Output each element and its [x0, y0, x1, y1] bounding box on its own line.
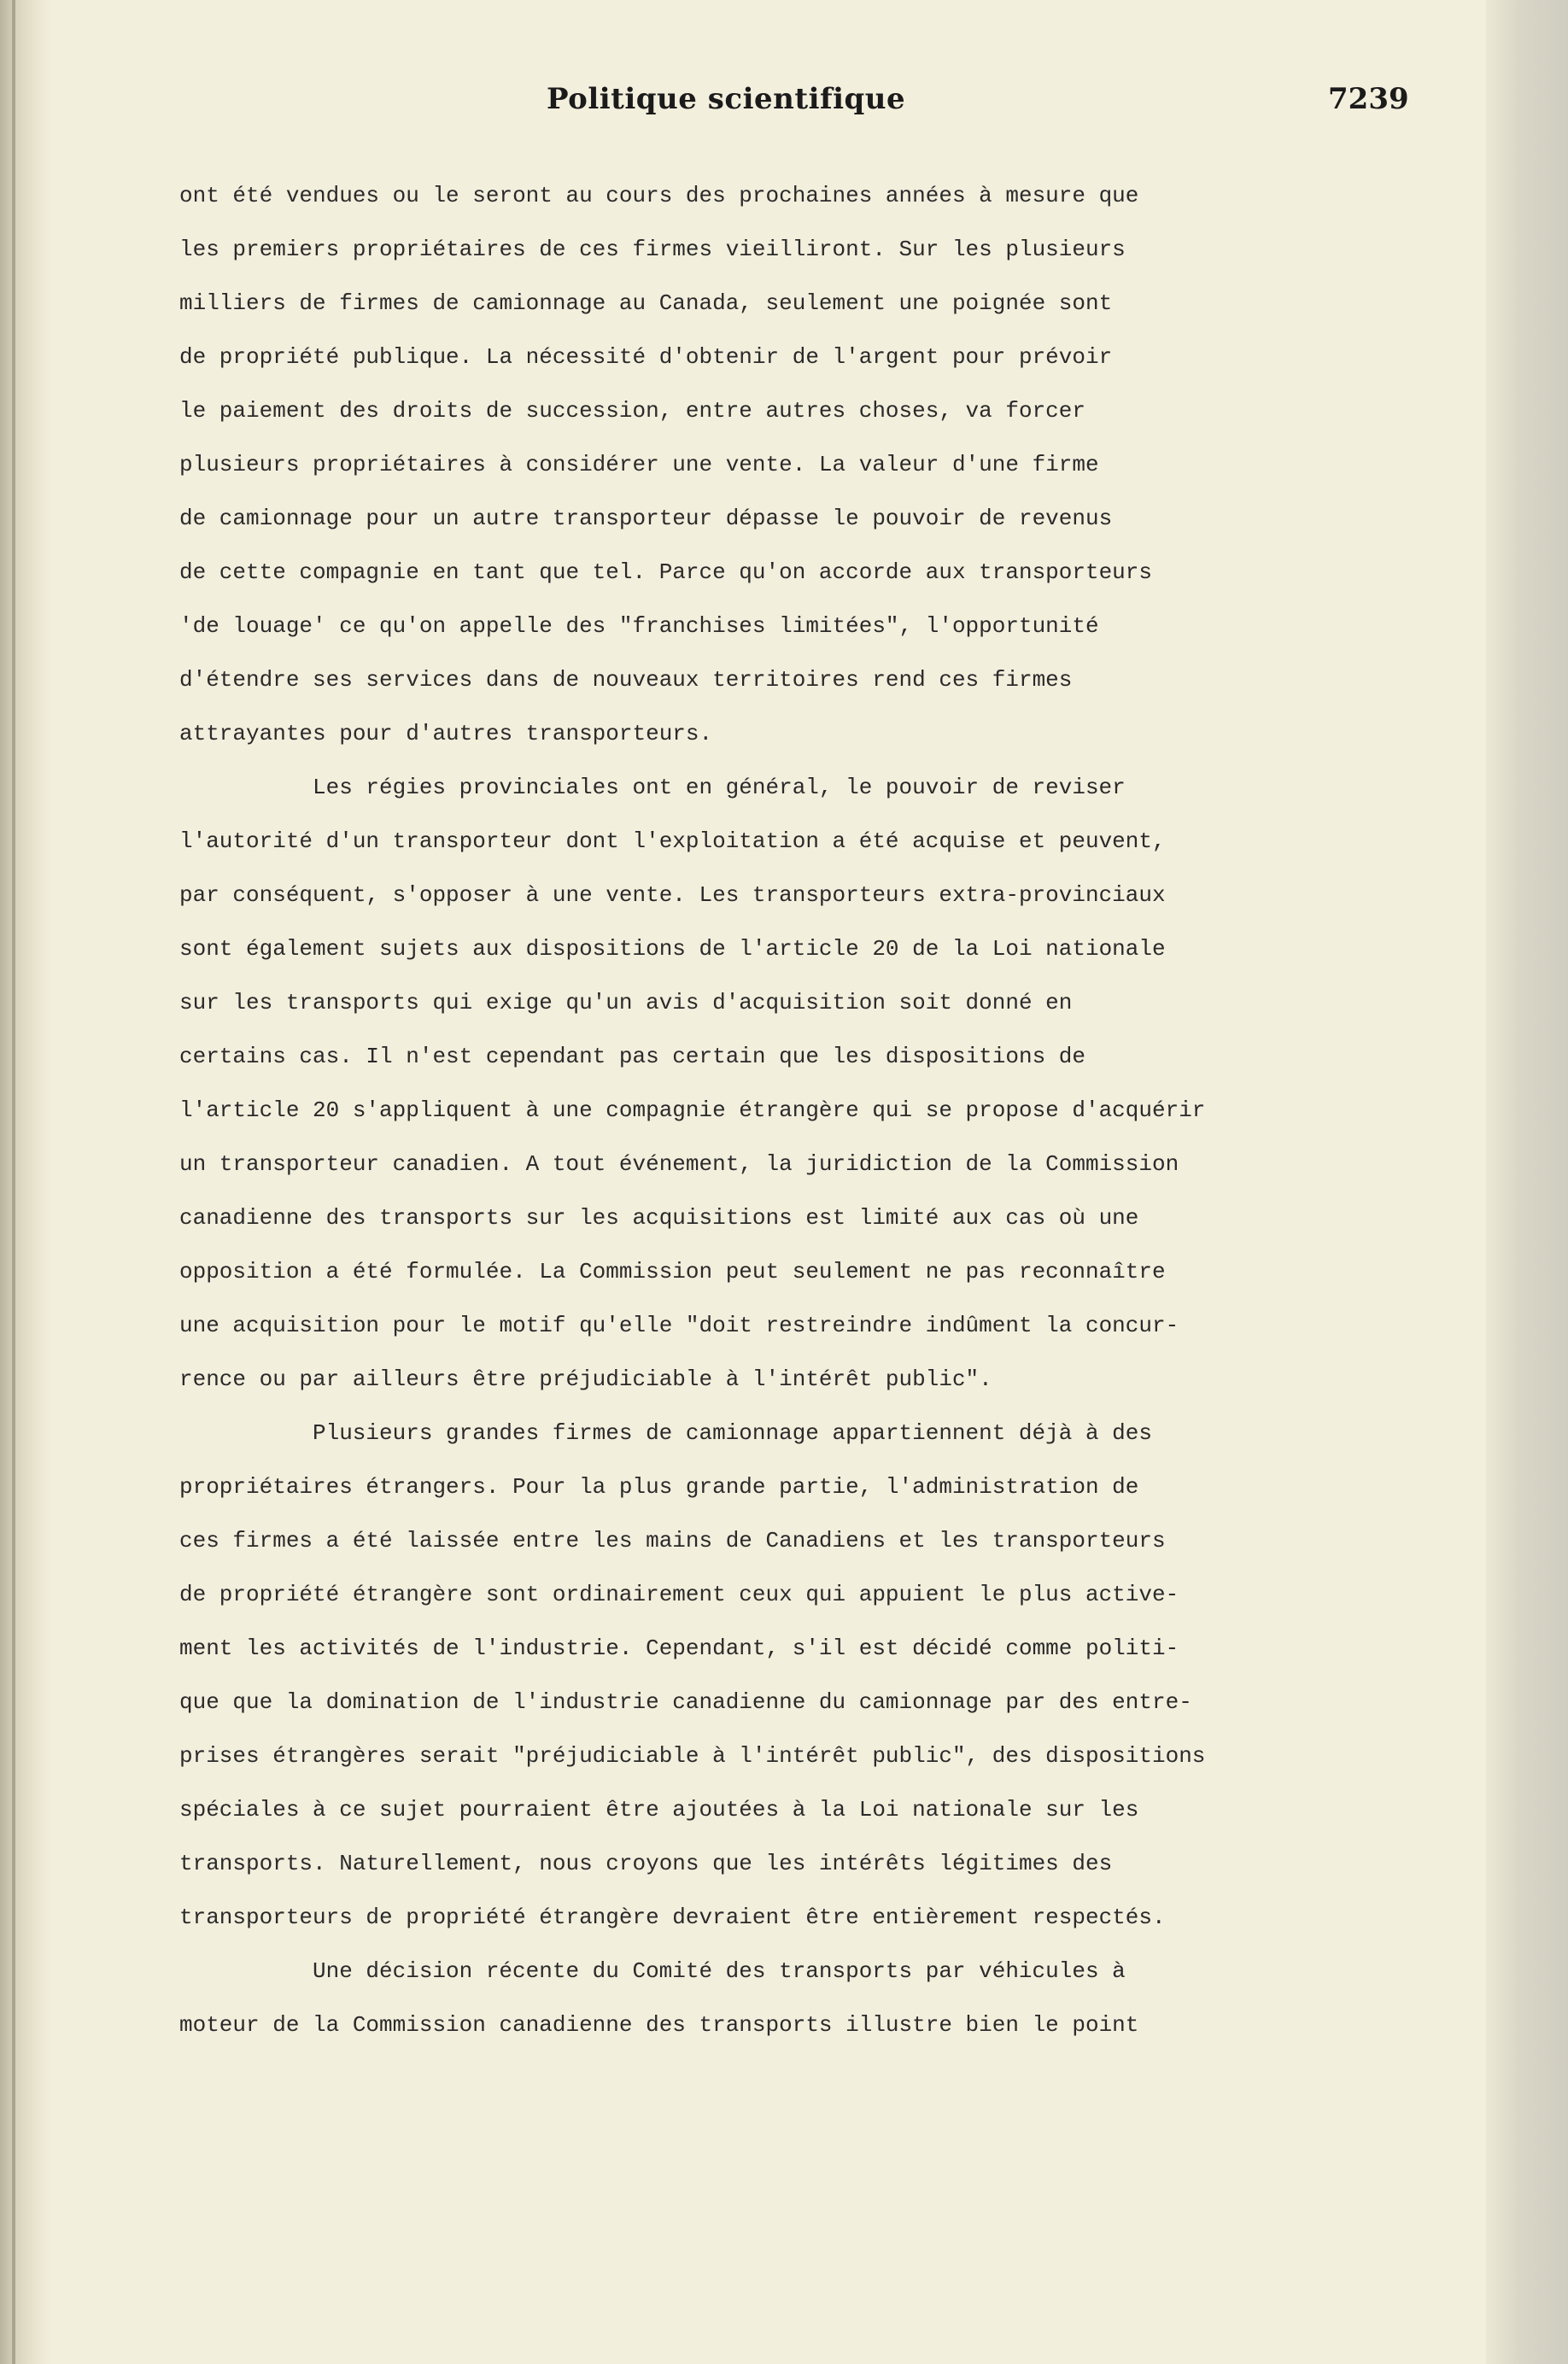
paragraph-2	[179, 761, 1307, 1407]
text-line: opposition a été formulée. La Commission peut seulement ne pas reconnaître	[179, 1259, 1166, 1284]
text-line: transporteurs de propriété étrangère devraient être entièrement respectés.	[179, 1905, 1166, 1930]
text-line: propriétaires étrangers. Pour la plus grande partie, l'administration de	[179, 1474, 1139, 1500]
paragraph-4	[179, 1945, 1307, 2052]
binding-edge-line	[12, 0, 15, 2364]
page-header	[0, 82, 1452, 133]
text-line: prises étrangères serait "préjudiciable à l'intérêt public", des dispositions	[179, 1743, 1206, 1769]
text-line: moteur de la Commission canadienne des transports illustre bien le point	[179, 2012, 1139, 2038]
text-line: par conséquent, s'opposer à une vente. Les transporteurs extra-provinciaux	[179, 882, 1166, 908]
text-line: de cette compagnie en tant que tel. Parce qu'on accorde aux transporteurs	[179, 559, 1152, 585]
text-line: sont également sujets aux dispositions de l'article 20 de la Loi nationale	[179, 936, 1166, 962]
text-line: de propriété publique. La nécessité d'obtenir de l'argent pour prévoir	[179, 344, 1113, 370]
text-line: ont été vendues ou le seront au cours des prochaines années à mesure que	[179, 183, 1139, 208]
text-line: rence ou par ailleurs être préjudiciable à l'intérêt public".	[179, 1366, 992, 1392]
text-line: sur les transports qui exige qu'un avis d'acquisition soit donné en	[179, 990, 1073, 1015]
text-line: un transporteur canadien. A tout événement, la juridiction de la Commission	[179, 1151, 1179, 1177]
text-line: de propriété étrangère sont ordinairement ceux qui appuient le plus active-	[179, 1582, 1179, 1607]
text-line: une acquisition pour le motif qu'elle "doit restreindre indûment la concur-	[179, 1313, 1179, 1338]
text-line: l'autorité d'un transporteur dont l'exploitation a été acquise et peuvent,	[179, 828, 1166, 854]
page-right-edge	[1486, 0, 1568, 2364]
text-line: de camionnage pour un autre transporteur dépasse le pouvoir de revenus	[179, 506, 1113, 531]
text-line: attrayantes pour d'autres transporteurs.	[179, 721, 713, 746]
text-line: d'étendre ses services dans de nouveaux territoires rend ces firmes	[179, 667, 1073, 693]
text-line: spéciales à ce sujet pourraient être ajoutées à la Loi nationale sur les	[179, 1797, 1139, 1823]
text-line: que que la domination de l'industrie canadienne du camionnage par des entre-	[179, 1689, 1192, 1715]
text-line: ment les activités de l'industrie. Cependant, s'il est décidé comme politi-	[179, 1635, 1179, 1661]
text-line: milliers de firmes de camionnage au Canada, seulement une poignée sont	[179, 290, 1113, 316]
text-line: certains cas. Il n'est cependant pas certain que les dispositions de	[179, 1044, 1085, 1069]
text-line: 'de louage' ce qu'on appelle des "franchises limitées", l'opportunité	[179, 613, 1099, 639]
running-title: Politique scientifique	[547, 82, 906, 116]
text-line: ces firmes a été laissée entre les mains de Canadiens et les transporteurs	[179, 1528, 1166, 1554]
paragraph-1	[179, 169, 1307, 761]
text-line: Les régies provinciales ont en général, le pouvoir de reviser	[313, 775, 1126, 800]
text-line: l'article 20 s'appliquent à une compagnie étrangère qui se propose d'acquérir	[179, 1097, 1206, 1123]
text-line: transports. Naturellement, nous croyons que les intérêts légitimes des	[179, 1851, 1113, 1876]
text-line: plusieurs propriétaires à considérer une vente. La valeur d'une firme	[179, 452, 1099, 477]
page-number: 7239	[1328, 82, 1409, 116]
binding-shadow	[0, 0, 53, 2364]
paragraph-3	[179, 1407, 1307, 1945]
text-line: les premiers propriétaires de ces firmes vieilliront. Sur les plusieurs	[179, 237, 1126, 262]
text-line: Une décision récente du Comité des transports par véhicules à	[313, 1958, 1126, 1984]
text-line: Plusieurs grandes firmes de camionnage appartiennent déjà à des	[313, 1420, 1152, 1446]
text-line: le paiement des droits de succession, entre autres choses, va forcer	[179, 398, 1085, 424]
document-body	[179, 169, 1307, 2052]
text-line: canadienne des transports sur les acquisitions est limité aux cas où une	[179, 1205, 1139, 1231]
